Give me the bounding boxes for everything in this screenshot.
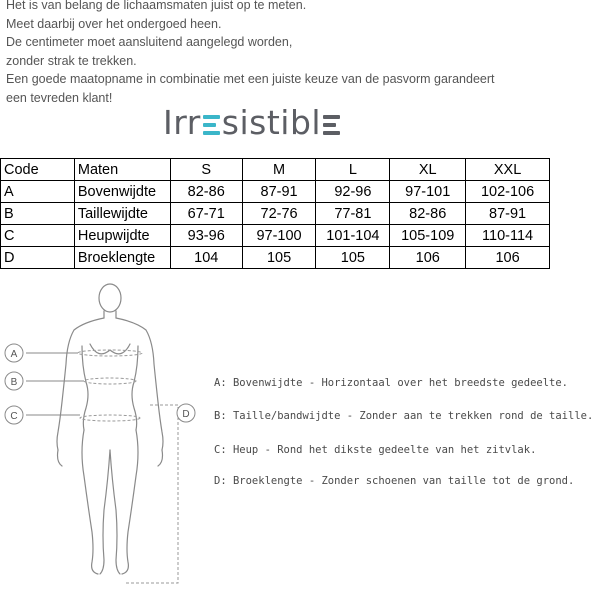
- header-cell: M: [242, 159, 316, 181]
- header-cell: S: [170, 159, 242, 181]
- value-cell: 82-86: [390, 203, 466, 225]
- brand-logo: [163, 102, 340, 142]
- value-cell: 93-96: [170, 225, 242, 247]
- size-table: [0, 158, 550, 269]
- header-cell: XL: [390, 159, 466, 181]
- line-c: [80, 415, 140, 421]
- header-cell: Code: [1, 159, 75, 181]
- marker-b-icon: [5, 372, 23, 390]
- header-cell: L: [316, 159, 390, 181]
- connector-lines: [26, 353, 178, 415]
- marker-c-icon: [5, 406, 23, 424]
- legend-item-a: A: Bovenwijdte - Horizontaal over het breedste gedeelte.: [214, 377, 569, 389]
- header-cell: Maten: [74, 159, 170, 181]
- measure-cell: Broeklengte: [74, 247, 170, 269]
- value-cell: 106: [466, 247, 550, 269]
- marker-label: A: [10, 349, 18, 360]
- intro-line: Meet daarbij over het ondergoed heen.: [6, 16, 222, 31]
- intro-line: Een goede maatopname in combinatie met een juiste keuze van de pasvorm garandeert: [6, 72, 495, 87]
- value-cell: 102-106: [466, 181, 550, 203]
- value-cell: 104: [170, 247, 242, 269]
- table-row: [1, 181, 550, 203]
- value-cell: 97-100: [242, 225, 316, 247]
- body-outline: [57, 284, 163, 574]
- value-cell: 77-81: [316, 203, 390, 225]
- intro-line: een tevreden klant!: [6, 90, 113, 105]
- logo-text-suffix: sistibl: [221, 102, 322, 142]
- legend-item-c: C: Heup - Rond het dikste gedeelte van het zitvlak.: [214, 444, 537, 456]
- value-cell: 87-91: [242, 181, 316, 203]
- measure-cell: Bovenwijdte: [74, 181, 170, 203]
- line-b: [84, 378, 136, 384]
- table-header-row: [1, 159, 550, 181]
- value-cell: 87-91: [466, 203, 550, 225]
- marker-label: B: [10, 377, 18, 388]
- marker-label: D: [182, 409, 190, 420]
- value-cell: 110-114: [466, 225, 550, 247]
- measure-cell: Taillewijdte: [74, 203, 170, 225]
- value-cell: 97-101: [390, 181, 466, 203]
- code-cell: B: [1, 203, 75, 225]
- code-cell: A: [1, 181, 75, 203]
- table-row: [1, 225, 550, 247]
- measure-cell: Heupwijdte: [74, 225, 170, 247]
- intro-line: De centimeter moet aansluitend aangelegd worden,: [6, 35, 293, 50]
- body-measurement-figure: [0, 280, 230, 593]
- value-cell: 67-71: [170, 203, 242, 225]
- intro-line: zonder strak te trekken.: [6, 53, 137, 68]
- table-row: [1, 247, 550, 269]
- logo-text-prefix: Irr: [163, 102, 201, 142]
- code-cell: C: [1, 225, 75, 247]
- value-cell: 106: [390, 247, 466, 269]
- value-cell: 101-104: [316, 225, 390, 247]
- value-cell: 82-86: [170, 181, 242, 203]
- legend-item-d: D: Broeklengte - Zonder schoenen van taille tot de grond.: [214, 475, 575, 487]
- marker-label: C: [10, 411, 18, 422]
- logo-e-accent-icon: [203, 115, 220, 135]
- code-cell: D: [1, 247, 75, 269]
- intro-text: [6, 0, 550, 108]
- marker-d-icon: [177, 404, 195, 422]
- header-cell: XXL: [466, 159, 550, 181]
- line-a: [78, 350, 142, 356]
- marker-a-icon: [5, 344, 23, 362]
- value-cell: 72-76: [242, 203, 316, 225]
- table-row: [1, 203, 550, 225]
- value-cell: 105: [242, 247, 316, 269]
- logo-e-end-icon: [323, 115, 340, 135]
- value-cell: 105: [316, 247, 390, 269]
- value-cell: 92-96: [316, 181, 390, 203]
- legend-item-b: B: Taille/bandwijdte - Zonder aan te trekken rond de taille.: [214, 410, 593, 422]
- value-cell: 105-109: [390, 225, 466, 247]
- intro-line: Het is van belang de lichaamsmaten juist op te meten.: [6, 0, 307, 12]
